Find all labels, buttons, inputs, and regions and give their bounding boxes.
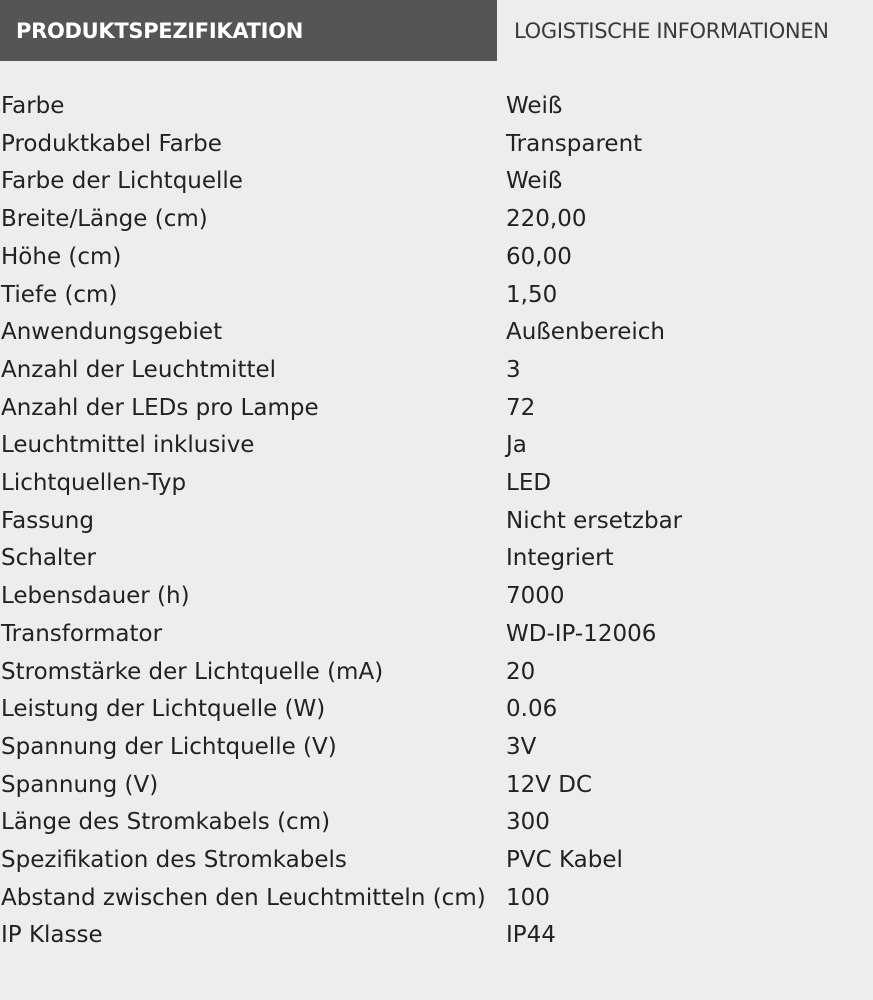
spec-value: 100 xyxy=(506,884,550,911)
spec-value: Transparent xyxy=(506,130,643,157)
spec-value: Nicht ersetzbar xyxy=(506,507,683,534)
spec-row xyxy=(0,540,873,578)
spec-row xyxy=(0,767,873,805)
spec-key: Tiefe (cm) xyxy=(1,281,118,308)
spec-key: Fassung xyxy=(1,507,94,534)
spec-row xyxy=(0,88,873,126)
spec-value: 300 xyxy=(506,809,550,836)
spec-key: Lichtquellen-Typ xyxy=(1,470,187,497)
spec-value: 0.06 xyxy=(506,696,558,723)
spec-key: Spannung (V) xyxy=(1,771,159,798)
spec-row xyxy=(0,578,873,616)
spec-key: Farbe xyxy=(1,93,65,119)
spec-key: Spannung der Lichtquelle (V) xyxy=(1,733,337,760)
spec-key: Höhe (cm) xyxy=(1,243,122,270)
spec-row xyxy=(0,465,873,503)
spec-key: Breite/Länge (cm) xyxy=(1,206,208,233)
spec-row xyxy=(0,314,873,352)
spec-row xyxy=(0,163,873,201)
spec-value: Ja xyxy=(506,432,527,459)
spec-value: Weiß xyxy=(506,93,563,119)
spec-value: Außenbereich xyxy=(506,319,665,346)
spec-row xyxy=(0,352,873,390)
spec-key: Leuchtmittel inklusive xyxy=(1,432,255,459)
tab-logistische-informationen[interactable]: LOGISTISCHE INFORMATIONEN xyxy=(497,0,873,61)
spec-key: Länge des Stromkabels (cm) xyxy=(1,809,331,836)
spec-key: Schalter xyxy=(1,545,96,572)
spec-key: Abstand zwischen den Leuchtmitteln (cm) xyxy=(1,884,486,911)
spec-value: 3V xyxy=(506,733,537,760)
spec-key: Lebensdauer (h) xyxy=(1,583,190,610)
spec-key: Anzahl der LEDs pro Lampe xyxy=(1,394,319,421)
spec-value: IP44 xyxy=(506,922,556,949)
spec-key: Anzahl der Leuchtmittel xyxy=(1,356,277,383)
spec-row xyxy=(0,729,873,767)
spec-row xyxy=(0,390,873,428)
spec-row xyxy=(0,880,873,918)
spec-row xyxy=(0,804,873,842)
spec-key: Spezifikation des Stromkabels xyxy=(1,847,347,874)
spec-row xyxy=(0,917,873,955)
spec-value: 20 xyxy=(506,658,536,685)
spec-row xyxy=(0,654,873,692)
spec-value: 3 xyxy=(506,356,521,383)
spec-row xyxy=(0,691,873,729)
spec-value: 12V DC xyxy=(506,771,593,798)
spec-table-body xyxy=(0,88,873,955)
spec-value: WD-IP-12006 xyxy=(506,620,657,647)
spec-value: LED xyxy=(506,470,552,497)
spec-value: 7000 xyxy=(506,583,565,610)
spec-value: 72 xyxy=(506,394,536,421)
spec-value: 220,00 xyxy=(506,206,587,233)
spec-row xyxy=(0,201,873,239)
spec-key: Stromstärke der Lichtquelle (mA) xyxy=(1,658,384,685)
spec-key: Produktkabel Farbe xyxy=(1,130,222,157)
spec-row xyxy=(0,126,873,164)
spec-row xyxy=(0,277,873,315)
tab-bar xyxy=(0,0,873,61)
spec-value: Weiß xyxy=(506,168,563,195)
spec-value: 60,00 xyxy=(506,243,572,270)
spec-row xyxy=(0,427,873,465)
spec-row xyxy=(0,616,873,654)
spec-row xyxy=(0,503,873,541)
spec-value: 1,50 xyxy=(506,281,558,308)
spec-table xyxy=(0,88,873,955)
spec-row xyxy=(0,239,873,277)
spec-value: Integriert xyxy=(506,545,614,572)
spec-key: Farbe der Lichtquelle xyxy=(1,168,243,195)
tab-produktspezifikation[interactable]: PRODUKTSPEZIFIKATION xyxy=(0,0,497,61)
spec-row xyxy=(0,842,873,880)
spec-key: Anwendungsgebiet xyxy=(1,319,223,346)
spec-key: Transformator xyxy=(1,620,163,647)
spec-key: Leistung der Lichtquelle (W) xyxy=(1,696,326,723)
spec-key: IP Klasse xyxy=(1,922,103,949)
spec-value: PVC Kabel xyxy=(506,847,623,874)
